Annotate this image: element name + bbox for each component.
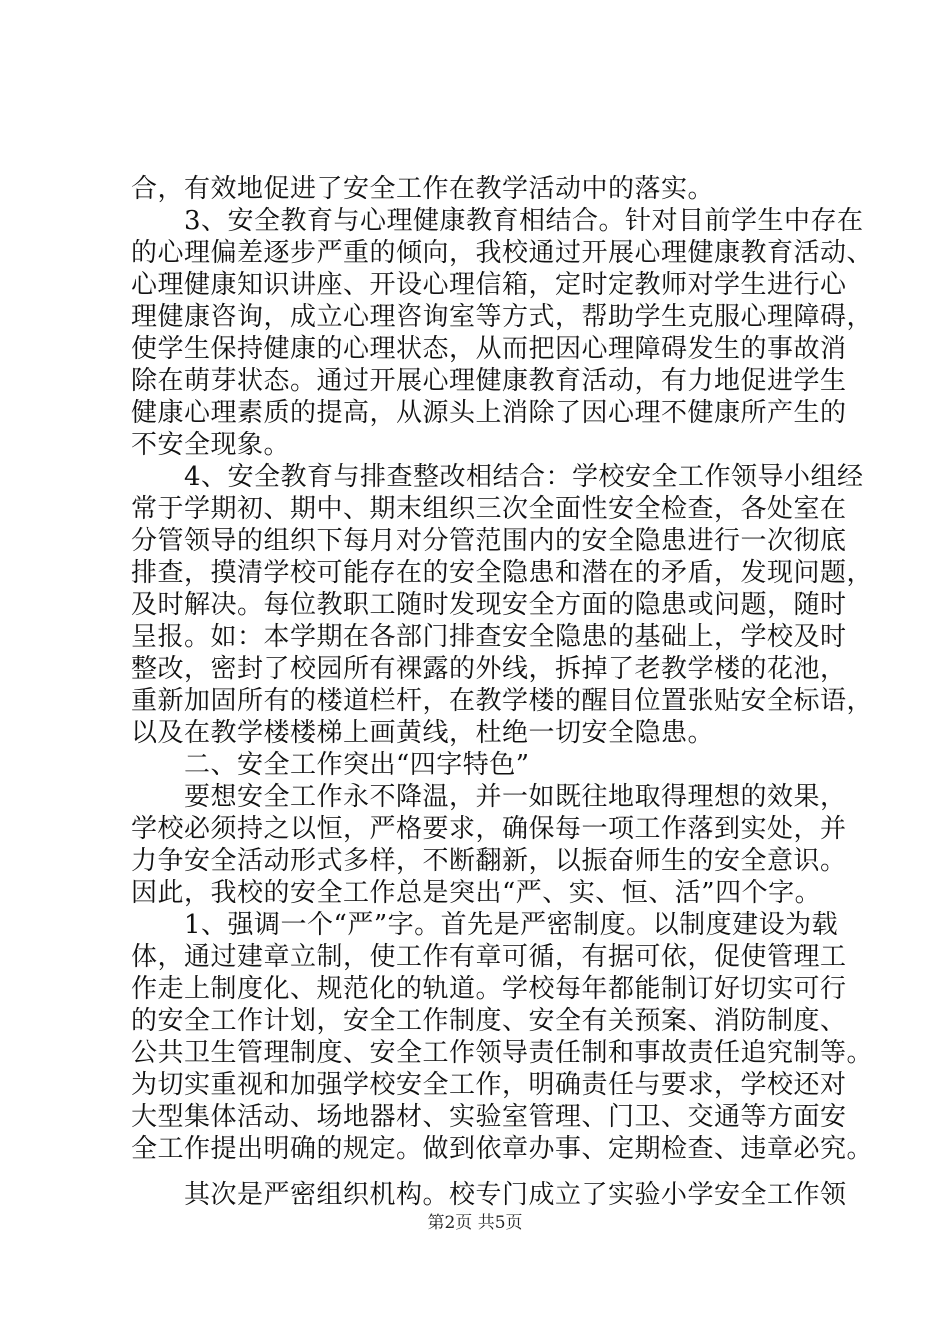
text-line: 常于学期初、期中、期末组织三次全面性安全检查，各处室在 <box>131 494 847 524</box>
text-line: 健康心理素质的提高，从源头上消除了因心理不健康所产生的 <box>131 398 847 428</box>
text-line: 排查，摸清学校可能存在的安全隐患和潜在的矛盾，发现问题， <box>131 558 874 588</box>
text-line: 整改，密封了校园所有裸露的外线，拆掉了老教学楼的花池， <box>131 654 847 684</box>
text-line: 作走上制度化、规范化的轨道。学校每年都能制订好切实可行 <box>131 974 847 1004</box>
text-line: 及时解决。每位教职工随时发现安全方面的隐患或问题，随时 <box>131 590 847 620</box>
text-line: 合，有效地促进了安全工作在教学活动中的落实。 <box>131 174 715 204</box>
text-line: 其次是严密组织机构。校专门成立了实验小学安全工作领 <box>131 1180 847 1210</box>
text-line: 大型集体活动、场地器材、实验室管理、门卫、交通等方面安 <box>131 1102 847 1132</box>
text-line: 重新加固所有的楼道栏杆，在教学楼的醒目位置张贴安全标语， <box>131 686 874 716</box>
text-line: 全工作提出明确的规定。做到依章办事、定期检查、违章必究。 <box>131 1134 874 1164</box>
text-line: 的安全工作计划，安全工作制度、安全有关预案、消防制度、 <box>131 1006 847 1036</box>
page-number-footer: 第2页 共5页 <box>427 1213 523 1233</box>
text-line: 理健康咨询，成立心理咨询室等方式，帮助学生克服心理障碍， <box>131 302 874 332</box>
text-line: 使学生保持健康的心理状态，从而把因心理障碍发生的事故消 <box>131 334 847 364</box>
text-line: 力争安全活动形式多样，不断翻新，以振奋师生的安全意识。 <box>131 846 847 876</box>
text-line: 因此，我校的安全工作总是突出“严、实、恒、活”四个字。 <box>131 878 822 908</box>
text-line: 的心理偏差逐步严重的倾向，我校通过开展心理健康教育活动、 <box>131 238 874 268</box>
text-line: 除在萌芽状态。通过开展心理健康教育活动，有力地促进学生 <box>131 366 847 396</box>
text-line: 1、强调一个“严”字。首先是严密制度。以制度建设为载 <box>131 910 839 940</box>
section-heading: 二、安全工作突出“四字特色” <box>131 750 530 780</box>
text-line: 以及在教学楼楼梯上画黄线，杜绝一切安全隐患。 <box>131 718 715 748</box>
text-line: 学校必须持之以恒，严格要求，确保每一项工作落到实处，并 <box>131 814 847 844</box>
text-line: 不安全现象。 <box>131 430 291 460</box>
text-line: 为切实重视和加强学校安全工作，明确责任与要求，学校还对 <box>131 1070 847 1100</box>
text-line: 4、安全教育与排查整改相结合：学校安全工作领导小组经 <box>131 462 864 492</box>
text-line: 心理健康知识讲座、开设心理信箱，定时定教师对学生进行心 <box>131 270 847 300</box>
text-line: 公共卫生管理制度、安全工作领导责任制和事故责任追究制等。 <box>131 1038 874 1068</box>
text-line: 3、安全教育与心理健康教育相结合。针对目前学生中存在 <box>131 206 864 236</box>
text-line: 体，通过建章立制，使工作有章可循，有据可依，促使管理工 <box>131 942 847 972</box>
text-line: 呈报。如：本学期在各部门排查安全隐患的基础上，学校及时 <box>131 622 847 652</box>
text-line: 分管领导的组织下每月对分管范围内的安全隐患进行一次彻底 <box>131 526 847 556</box>
text-line: 要想安全工作永不降温，并一如既往地取得理想的效果， <box>131 782 847 812</box>
